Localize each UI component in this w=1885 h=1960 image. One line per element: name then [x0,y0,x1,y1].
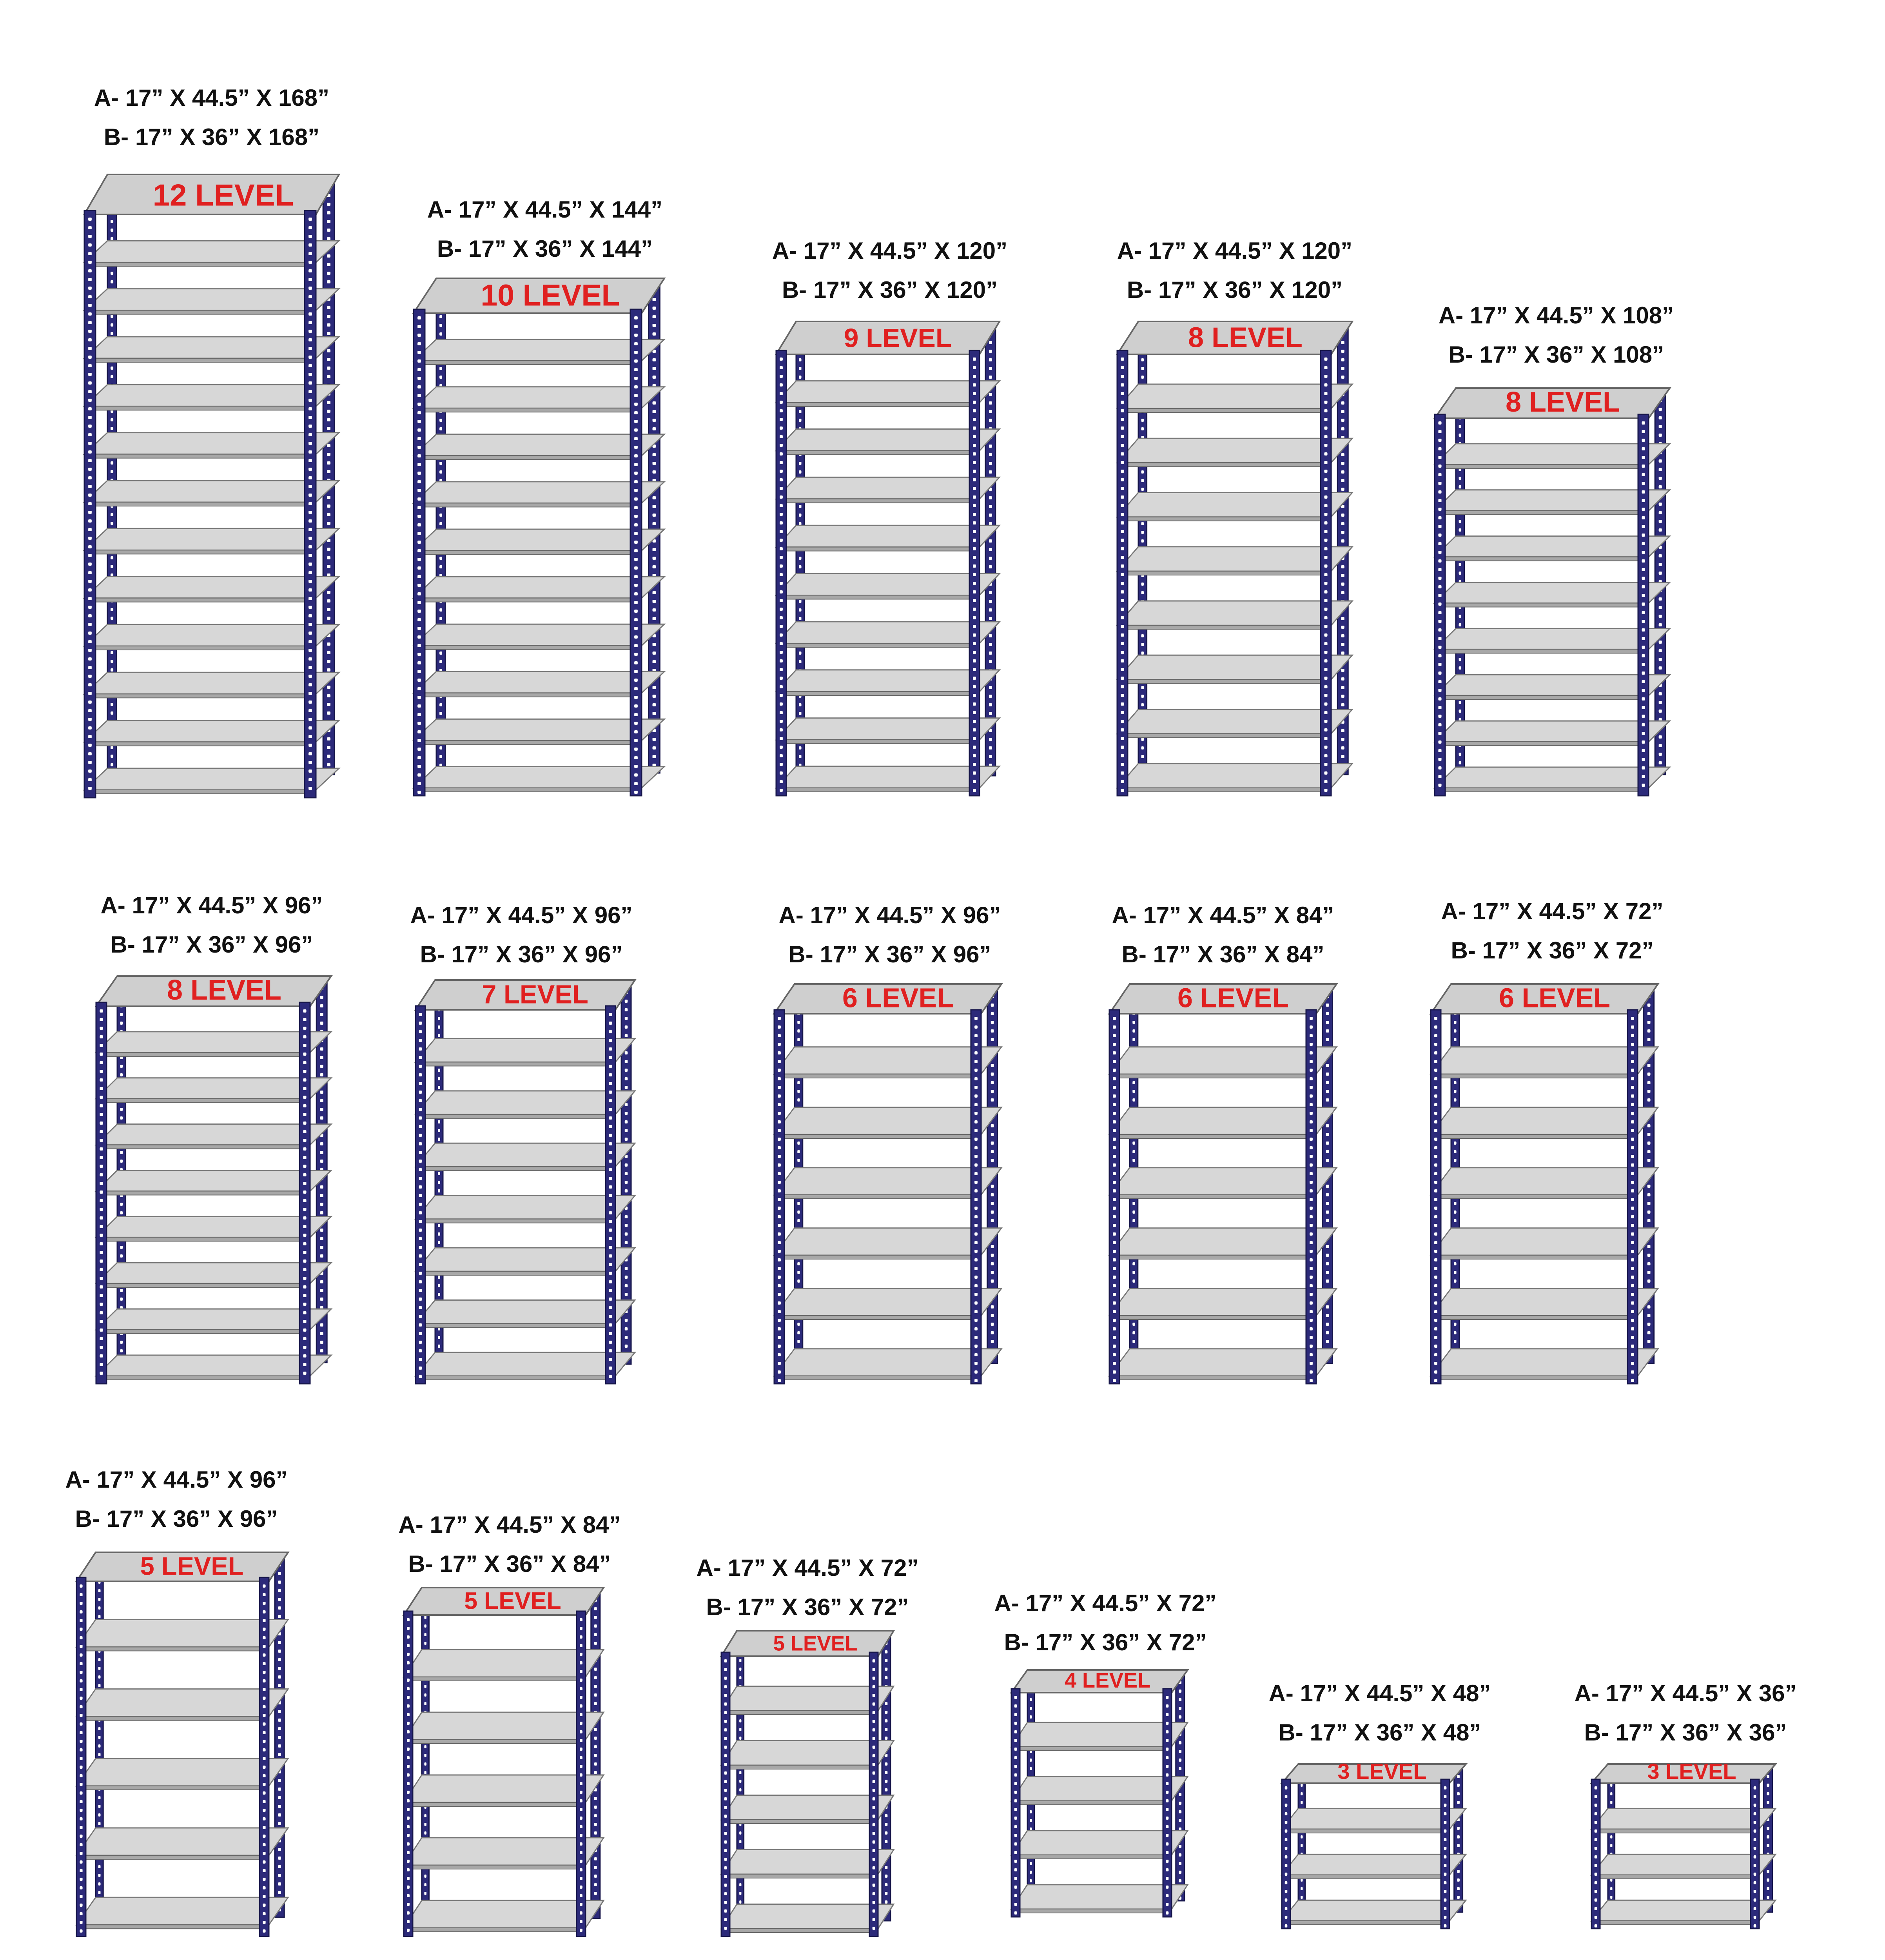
dimension-b: B- 17” X 36” X 108” [1448,341,1664,368]
rack-level-label: 10 LEVEL [481,278,620,312]
rack-shelf [96,1355,331,1376]
rack-shelf [721,1849,894,1874]
rack-shelf [414,719,664,740]
rack-level-label: 5 LEVEL [464,1587,561,1614]
rack-shelf [1011,1722,1188,1747]
rack-shelf [1282,1900,1466,1921]
rack-shelf [776,573,1000,595]
rack-post [1764,1768,1773,1912]
rack-shelf [96,1309,331,1330]
rack-shelf [1117,710,1352,734]
dimension-b: B- 17” X 36” X 36” [1584,1719,1787,1746]
rack-shelf [414,624,664,645]
dimension-a: A- 17” X 44.5” X 96” [65,1466,288,1493]
rack-shelf [414,577,664,598]
rack-shelf [414,434,664,456]
rack-shelf [776,670,1000,691]
rack-shelf [404,1650,604,1677]
rack-shelf [1109,1289,1337,1316]
rack-shelf [84,289,339,310]
rack-shelf [1109,1107,1337,1134]
dimension-a: A- 17” X 44.5” X 96” [100,892,323,918]
dimension-b: B- 17” X 36” X 96” [75,1506,278,1532]
rack-shelf [84,241,339,262]
rack-dimensions [0,1460,353,1539]
rack-shelf [776,429,1000,450]
rack-dimensions [713,896,1066,974]
rack-shelf [774,1168,1001,1195]
rack-post [1298,1768,1305,1912]
rack-shelf [1431,1349,1658,1376]
rack-shelf [76,1828,288,1855]
rack-shelf [84,433,339,454]
rack-shelf [1117,764,1352,788]
rack-shelf [414,482,664,503]
rack-shelf [76,1897,288,1925]
rack-shelf [774,1047,1001,1074]
rack-shelf [1109,1168,1337,1195]
rack-shelf [776,477,1000,499]
rack-16 [1591,1759,1776,1929]
dimension-b: B- 17” X 36” X 96” [420,941,623,967]
rack-dimensions [35,886,388,964]
rack-shelf [776,381,1000,403]
rack-post [1608,1768,1615,1912]
rack-shelf [1117,438,1352,463]
rack-shelf [774,1349,1001,1376]
rack-level-label: 5 LEVEL [773,1632,858,1655]
rack-shelf [84,577,339,598]
rack-shelf [1591,1900,1776,1921]
dimension-a: A- 17” X 44.5” X 108” [1438,302,1674,328]
rack-post [1591,1779,1600,1929]
dimension-b: B- 17” X 36” X 168” [103,124,320,150]
dimension-a: A- 17” X 44.5” X 96” [778,902,1001,928]
rack-shelf [1591,1808,1776,1829]
rack-13 [721,1631,894,1936]
rack-dimensions [35,78,388,157]
rack-level-label: 9 LEVEL [844,323,952,353]
rack-shelf [1431,1107,1658,1134]
dimension-a: A- 17” X 44.5” X 72” [696,1555,919,1581]
rack-shelf [1109,1349,1337,1376]
rack-shelf [404,1838,604,1865]
rack-shelf [84,528,339,550]
rack-shelf [721,1740,894,1765]
rack-dimensions [1047,896,1399,974]
rack-shelf [415,1143,635,1167]
rack-5 [1435,387,1670,796]
rack-shelf [776,622,1000,643]
rack-shelf [84,481,339,502]
dimension-b: B- 17” X 36” X 144” [437,236,653,262]
rack-shelf [721,1795,894,1820]
rack-shelf [1282,1808,1466,1829]
rack-shelf [414,671,664,693]
rack-shelf [1117,384,1352,408]
rack-shelf [96,1170,331,1191]
rack-shelf [1011,1831,1188,1855]
rack-shelf [1117,493,1352,517]
rack-shelf [1435,675,1670,695]
dimension-b: B- 17” X 36” X 72” [1451,937,1654,964]
rack-dimensions [1058,231,1411,310]
rack-shelf [84,720,339,742]
rack-post [1751,1779,1759,1929]
rack-shelf [1435,444,1670,465]
rack-shelf [776,525,1000,547]
rack-shelf [96,1263,331,1283]
rack-shelf [414,529,664,550]
rack-shelf [721,1686,894,1711]
rack-11 [76,1552,288,1936]
rack-post [1454,1768,1463,1912]
dimension-a: A- 17” X 44.5” X 120” [772,238,1008,264]
rack-shelf [1109,1228,1337,1255]
rack-12 [404,1588,604,1936]
rack-level-label: 7 LEVEL [482,980,588,1009]
dimension-a: A- 17” X 44.5” X 72” [1441,898,1664,924]
rack-shelf [96,1078,331,1099]
rack-level-label: 8 LEVEL [167,975,282,1006]
dimension-b: B- 17” X 36” X 120” [782,277,998,303]
rack-dimensions [713,231,1066,310]
rack-2 [414,278,664,796]
rack-shelf [721,1904,894,1929]
rack-shelf [404,1775,604,1802]
dimension-b: B- 17” X 36” X 84” [408,1551,611,1577]
dimension-a: A- 17” X 44.5” X 144” [427,196,663,223]
rack-post [648,282,660,773]
rack-post [1441,1779,1450,1929]
rack-shelf [84,337,339,358]
rack-shelf [415,1352,635,1376]
rack-shelf [1591,1854,1776,1875]
rack-shelf [76,1759,288,1786]
rack-8 [774,982,1001,1384]
rack-shelf [1431,1228,1658,1255]
rack-9 [1109,982,1337,1384]
rack-shelf [774,1228,1001,1255]
rack-dimensions [1203,1674,1556,1752]
rack-shelf [96,1032,331,1053]
dimension-b: B- 17” X 36” X 48” [1278,1719,1481,1746]
rack-level-label: 6 LEVEL [1177,982,1289,1013]
rack-shelf [1431,1047,1658,1074]
rack-shelf [1011,1777,1188,1801]
rack-14 [1011,1669,1188,1917]
rack-7 [415,980,635,1384]
rack-dimensions [1376,892,1729,970]
dimension-a: A- 17” X 44.5” X 84” [398,1512,621,1538]
dimension-a: A- 17” X 44.5” X 48” [1268,1680,1491,1706]
dimension-a: A- 17” X 44.5” X 168” [94,85,330,111]
rack-shelf [1435,628,1670,649]
rack-shelf [76,1689,288,1717]
rack-shelf [404,1712,604,1740]
rack-shelf [1282,1854,1466,1875]
rack-shelf [415,1038,635,1062]
rack-dimensions [1509,1674,1862,1752]
rack-shelf [1435,490,1670,511]
dimension-a: A- 17” X 44.5” X 96” [410,902,633,928]
rack-shelf [1435,721,1670,742]
rack-4 [1117,321,1352,796]
rack-shelf [414,387,664,408]
rack-shelf [415,1248,635,1271]
dimension-b: B- 17” X 36” X 120” [1127,277,1343,303]
rack-shelf [1431,1289,1658,1316]
rack-level-label: 3 LEVEL [1647,1759,1736,1784]
rack-shelf [774,1289,1001,1316]
rack-shelf [415,1300,635,1324]
rack-level-label: 4 LEVEL [1064,1669,1151,1693]
rack-level-label: 12 LEVEL [152,178,294,212]
rack-shelf [1435,536,1670,557]
rack-shelf [76,1619,288,1647]
rack-shelf [415,1091,635,1114]
rack-shelf [414,339,664,361]
rack-3 [776,321,1000,796]
rack-level-label: 5 LEVEL [140,1552,244,1581]
dimension-a: A- 17” X 44.5” X 84” [1112,902,1334,928]
dimension-b: B- 17” X 36” X 96” [110,931,313,958]
rack-shelf [415,1196,635,1219]
rack-shelf [776,718,1000,740]
rack-15 [1282,1759,1466,1929]
rack-dimensions [1380,296,1733,374]
rack-shelf [96,1124,331,1145]
dimension-a: A- 17” X 44.5” X 36” [1574,1680,1797,1706]
dimension-b: B- 17” X 36” X 72” [706,1594,909,1620]
rack-shelf [404,1900,604,1928]
rack-shelf [1431,1168,1658,1195]
rack-level-label: 6 LEVEL [1499,982,1610,1013]
rack-shelf [1109,1047,1337,1074]
rack-6 [96,975,331,1384]
rack-level-label: 6 LEVEL [842,982,954,1013]
dimension-a: A- 17” X 44.5” X 120” [1117,238,1353,264]
rack-shelf [1117,655,1352,679]
rack-dimensions [929,1584,1282,1662]
rack-shelf [1117,601,1352,625]
rack-level-label: 3 LEVEL [1337,1759,1427,1784]
rack-level-label: 8 LEVEL [1505,387,1620,418]
rack-shelf [84,624,339,646]
rack-shelf [1117,547,1352,571]
rack-level-label: 8 LEVEL [1188,322,1303,354]
rack-shelf [84,768,339,790]
rack-shelf [84,672,339,694]
rack-shelf [1435,582,1670,603]
rack-shelf [84,385,339,406]
rack-shelf [776,766,1000,788]
rack-shelf [96,1216,331,1237]
dimension-b: B- 17” X 36” X 96” [788,941,991,967]
rack-1 [84,174,339,798]
dimension-a: A- 17” X 44.5” X 72” [994,1590,1217,1616]
dimension-b: B- 17” X 36” X 72” [1004,1629,1207,1655]
rack-shelf [414,767,664,788]
dimension-b: B- 17” X 36” X 84” [1121,941,1324,967]
rack-shelf [1011,1885,1188,1909]
rack-10 [1431,982,1658,1384]
rack-post [1282,1779,1290,1929]
rack-dimensions [345,896,698,974]
rack-shelf [774,1107,1001,1134]
rack-shelf [1435,767,1670,788]
rack-dimensions [368,190,721,269]
